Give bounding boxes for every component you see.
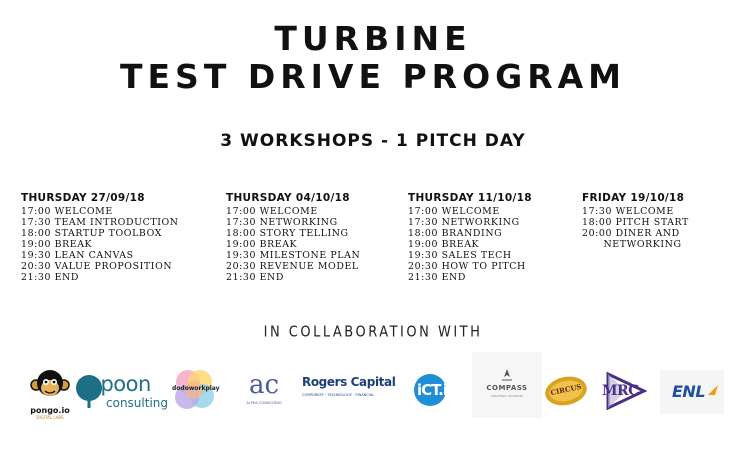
partner-logos xyxy=(26,362,726,418)
program-title-line1: TURBINE xyxy=(274,19,472,58)
enl-logo xyxy=(660,370,724,414)
mrc-logo xyxy=(598,372,650,412)
schedule-item: 18:00 STORY TELLING xyxy=(226,228,349,239)
schedule-day-2 xyxy=(226,192,360,283)
circus-logo xyxy=(544,374,588,408)
schedule-item: 19:00 BREAK xyxy=(408,239,480,250)
enl-name: ENL xyxy=(672,382,706,401)
schedule-day-1 xyxy=(21,192,179,283)
day-heading: THURSDAY 04/10/18 xyxy=(226,192,350,204)
schedule-day-4 xyxy=(582,192,689,250)
schedule-item: 17:00 WELCOME xyxy=(21,206,113,217)
ict-name: iCT.io xyxy=(417,381,457,399)
schedule-item: 19:30 SALES TECH xyxy=(408,250,512,261)
consulting-word: consulting xyxy=(106,396,168,410)
compass-logo xyxy=(472,352,542,418)
alpha-consulting-logo xyxy=(242,372,286,412)
schedule-item: 17:30 TEAM INTRODUCTION xyxy=(21,217,179,228)
compass-name: COMPASS xyxy=(486,384,528,392)
schedule-day-3 xyxy=(408,192,532,283)
mrc-name: MRC xyxy=(602,383,639,399)
schedule-item: 19:30 MILESTONE PLAN xyxy=(226,250,361,261)
schedule-item: 17:30 NETWORKING xyxy=(226,217,338,228)
program-subtitle: 3 WORKSHOPS - 1 PITCH DAY xyxy=(220,131,526,151)
schedule-item: 19:00 BREAK xyxy=(21,239,93,250)
schedule-item: 20:30 HOW TO PITCH xyxy=(408,261,526,272)
day-heading: THURSDAY 11/10/18 xyxy=(408,192,532,204)
schedule-item: 17:30 WELCOME xyxy=(582,206,674,217)
schedule-item: 21:30 END xyxy=(408,272,466,283)
schedule-item: 17:00 WELCOME xyxy=(408,206,500,217)
schedule-item: 21:30 END xyxy=(21,272,79,283)
dodoworkplay-logo xyxy=(172,368,220,412)
enl-swoosh-icon xyxy=(706,384,720,396)
day-heading: FRIDAY 19/10/18 xyxy=(582,192,685,204)
dodoworkplay-word: dodoworkplay xyxy=(172,385,220,392)
compass-tag: STRATEGIC ADVISORY xyxy=(490,394,524,398)
schedule-item: 20:30 VALUE PROPOSITION xyxy=(21,261,173,272)
schedule-item: 19:00 BREAK xyxy=(226,239,298,250)
ict-logo xyxy=(414,372,462,412)
day-heading: THURSDAY 27/09/18 xyxy=(21,192,145,204)
spoon-consulting-logo xyxy=(76,372,168,412)
spoon-word: spoon xyxy=(90,372,151,396)
rogers-tag: CORPORATE · TECHNOLOGY · FINANCIAL xyxy=(302,393,375,397)
schedule-item: 17:30 NETWORKING xyxy=(408,217,520,228)
compass-icon xyxy=(500,368,514,382)
circus-name: CIRCUS xyxy=(549,381,583,398)
schedule-item: 18:00 STARTUP TOOLBOX xyxy=(21,228,162,239)
program-title-line2: TEST DRIVE PROGRAM xyxy=(120,57,626,96)
collaboration-heading: IN COLLABORATION WITH xyxy=(263,323,483,342)
pongo-logo xyxy=(30,368,70,420)
schedule-item: NETWORKING xyxy=(582,239,682,250)
monkey-icon xyxy=(30,368,70,402)
schedule-item: 19:30 LEAN CANVAS xyxy=(21,250,134,261)
schedule-item: 20:30 REVENUE MODEL xyxy=(226,261,359,272)
pongo-tag: DIGITAL LABS xyxy=(36,415,64,420)
rogers-name: Rogers Capital xyxy=(302,375,396,389)
pongo-name: pongo.io xyxy=(30,406,70,415)
schedule-item: 18:00 PITCH START xyxy=(582,217,689,228)
schedule-item: 18:00 BRANDING xyxy=(408,228,503,239)
schedule-item: 21:30 END xyxy=(226,272,284,283)
schedule-item: 20:00 DINER AND xyxy=(582,228,680,239)
rogers-capital-logo xyxy=(302,375,400,409)
ac-mark: ac xyxy=(248,370,280,400)
schedule-item: 17:00 WELCOME xyxy=(226,206,318,217)
ac-tag: ALPHA CONSULTING xyxy=(246,401,282,405)
